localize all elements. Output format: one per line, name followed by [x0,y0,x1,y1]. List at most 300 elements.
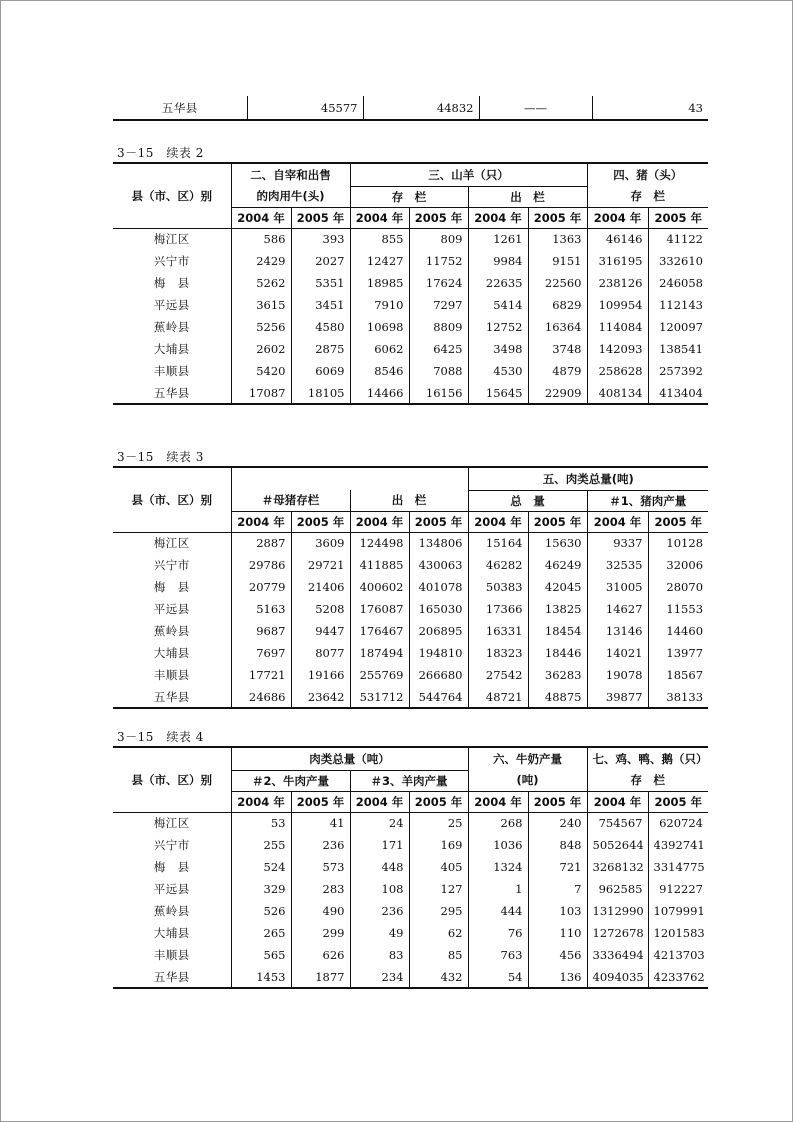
data-cell: 19078 [587,664,648,686]
county-name: 蕉岭县 [153,320,190,334]
data-cell: 3268132 [587,856,648,878]
data-cell: 4094035 [587,966,648,988]
data-cell: 103 [528,900,587,922]
data-cell: 12427 [350,250,409,272]
data-cell: 626 [291,944,350,966]
data-cell: 25 [409,812,468,834]
data-cell: 13977 [648,642,708,664]
data-cell: 5351 [291,272,350,294]
table-row [113,966,708,988]
data-cell: 7910 [350,294,409,316]
sub-header: ＃母猪存栏 [231,490,350,511]
data-cell: 13146 [587,620,648,642]
data-cell: 6069 [291,360,350,382]
data-cell: 405 [409,856,468,878]
group-header: 肉类总量（吨） [231,747,468,770]
county-name: 五华县 [153,689,190,704]
data-cell: 1036 [468,834,528,856]
data-cell: 1324 [468,856,528,878]
table-row [113,554,708,576]
data-cell: 18985 [350,272,409,294]
data-cell: 29721 [291,554,350,576]
data-cell: 2602 [231,338,291,360]
year-header: 2005 年 [409,207,468,228]
data-cell: 411885 [350,554,409,576]
data-cell: 1272678 [587,922,648,944]
stub-header [113,163,231,228]
group-header: 五、肉类总量(吨) [468,467,708,490]
data-cell: 4392741 [648,834,708,856]
data-cell: 15630 [528,532,587,554]
group-header: 三、山羊（只） [350,163,587,186]
data-cell: 14627 [587,598,648,620]
table-row [113,834,708,856]
data-cell: 573 [291,856,350,878]
year-header: 2005 年 [291,791,350,812]
data-cell: 32006 [648,554,708,576]
data-cell: 5163 [231,598,291,620]
data-cell: 29786 [231,554,291,576]
county-name: 平远县 [153,602,190,616]
year-header: 2005 年 [528,207,587,228]
year-header: 2004 年 [587,207,648,228]
data-cell: 23642 [291,686,350,708]
sub-header: 总 量 [468,490,587,511]
year-header: 2005 年 [528,511,587,532]
data-cell: 18446 [528,642,587,664]
county-name: 蕉岭县 [153,904,190,918]
data-cell: 171 [350,834,409,856]
sub-header: 出 栏 [468,186,587,207]
data-cell: 7297 [409,294,468,316]
data-cell: 48875 [528,686,587,708]
data-cell: 127 [409,878,468,900]
data-cell: 18454 [528,620,587,642]
data-cell: 2027 [291,250,350,272]
data-cell: 124498 [350,532,409,554]
data-cell: 13825 [528,598,587,620]
sub-header: 存 栏 [587,186,708,207]
data-cell: 206895 [409,620,468,642]
group-header-empty [231,467,468,490]
data-cell: 7 [528,878,587,900]
data-cell: 32535 [587,554,648,576]
data-cell: 9447 [291,620,350,642]
data-cell: 430063 [409,554,468,576]
data-cell: 1261 [468,228,528,250]
data-table-3 [113,466,708,709]
group-header: 七、鸡、鸭、鹅（只） [587,747,708,770]
data-cell: 7697 [231,642,291,664]
table-body [113,812,708,988]
data-cell: 763 [468,944,528,966]
data-cell: 9984 [468,250,528,272]
data-cell: 22635 [468,272,528,294]
year-header: 2004 年 [231,511,291,532]
table-row [113,812,708,834]
data-cell: 257392 [648,360,708,382]
year-header: 2005 年 [291,207,350,228]
data-cell: 544764 [409,686,468,708]
table-caption: 3－15 续表 3 [117,450,204,464]
data-cell: 76 [468,922,528,944]
data-cell: 114084 [587,316,648,338]
table-row [113,856,708,878]
data-cell: 3609 [291,532,350,554]
data-cell: 187494 [350,642,409,664]
data-cell: 393 [291,228,350,250]
data-cell: 17624 [409,272,468,294]
data-cell: 16364 [528,316,587,338]
stub-header-label: 县（市、区）别 [131,188,212,203]
data-cell: 48721 [468,686,528,708]
data-cell: 18567 [648,664,708,686]
data-cell: 27542 [468,664,528,686]
data-cell: 4879 [528,360,587,382]
data-cell: 62 [409,922,468,944]
table-row [113,598,708,620]
data-cell: 1201583 [648,922,708,944]
data-cell: 14466 [350,382,409,404]
data-cell: 15645 [468,382,528,404]
data-cell: 21406 [291,576,350,598]
year-header: 2004 年 [468,791,528,812]
top-continuation-table [113,96,708,121]
data-cell: 11553 [648,598,708,620]
data-cell: 9151 [528,250,587,272]
data-cell: —— [479,96,592,120]
data-cell: 855 [350,228,409,250]
data-cell: 39877 [587,686,648,708]
table-row [113,228,708,250]
table-row [113,532,708,554]
data-cell: 316195 [587,250,648,272]
table-caption: 3－15 续表 4 [117,730,204,744]
data-cell: 2887 [231,532,291,554]
data-cell: 11752 [409,250,468,272]
data-cell: 176087 [350,598,409,620]
year-header: 2005 年 [528,791,587,812]
table-row [113,900,708,922]
data-cell: 266680 [409,664,468,686]
table-body [113,228,708,404]
data-cell: 17366 [468,598,528,620]
table-row [113,360,708,382]
data-cell: 50383 [468,576,528,598]
year-header: 2005 年 [648,791,708,812]
table-row [113,878,708,900]
group-header: 四、猪（头） [587,163,708,186]
data-cell: 1877 [291,966,350,988]
data-cell: 41 [291,812,350,834]
data-cell: 1079991 [648,900,708,922]
data-cell: 24686 [231,686,291,708]
data-cell: 38133 [648,686,708,708]
data-cell: 20779 [231,576,291,598]
table-row [113,686,708,708]
data-cell: 2429 [231,250,291,272]
data-cell: 6829 [528,294,587,316]
year-header: 2005 年 [409,511,468,532]
county-name: 梅 县 [153,580,190,594]
data-cell: 432 [409,966,468,988]
data-cell: 19166 [291,664,350,686]
data-cell: 46146 [587,228,648,250]
sub-header: ＃1、猪肉产量 [587,490,708,511]
sub-header: 存 栏 [350,186,468,207]
data-cell: 24 [350,812,409,834]
data-table-4 [113,746,708,989]
data-cell: 1453 [231,966,291,988]
data-cell: 112143 [648,294,708,316]
data-cell: 408134 [587,382,648,404]
data-cell: 3498 [468,338,528,360]
data-cell: 456 [528,944,587,966]
data-cell: 265 [231,922,291,944]
table-row [113,664,708,686]
data-cell: 240 [528,812,587,834]
stub-header-label: 县（市、区）别 [131,492,212,507]
table-row [113,944,708,966]
table-row [113,382,708,404]
data-cell: 16156 [409,382,468,404]
sub-header: ＃2、牛肉产量 [231,770,350,791]
data-cell: 46249 [528,554,587,576]
data-cell: 44832 [363,96,479,120]
data-cell: 531712 [350,686,409,708]
data-cell: 4580 [291,316,350,338]
data-cell: 5256 [231,316,291,338]
data-cell: 85 [409,944,468,966]
year-header: 2004 年 [468,207,528,228]
data-cell: 283 [291,878,350,900]
data-cell: 1 [468,878,528,900]
group-header: 六、牛奶产量 [468,747,587,770]
data-cell: 238126 [587,272,648,294]
year-header: 2005 年 [648,511,708,532]
data-cell: 16331 [468,620,528,642]
data-cell: 41122 [648,228,708,250]
data-cell: 912227 [648,878,708,900]
county-name: 丰顺县 [153,948,190,962]
data-cell: 754567 [587,812,648,834]
data-cell: 448 [350,856,409,878]
data-cell: 8546 [350,360,409,382]
county-name: 丰顺县 [153,668,190,682]
data-cell: 7088 [409,360,468,382]
data-cell: 413404 [648,382,708,404]
data-cell: 45577 [247,96,363,120]
data-cell: 620724 [648,812,708,834]
data-cell: 138541 [648,338,708,360]
data-cell: 5414 [468,294,528,316]
table-row [113,96,708,120]
stub-header [113,467,231,532]
table-body [113,532,708,708]
county-name: 五华县 [153,385,190,400]
data-cell: 586 [231,228,291,250]
data-cell: 4233762 [648,966,708,988]
data-cell: 490 [291,900,350,922]
sub-header: 存 栏 [587,770,708,791]
data-cell: 176467 [350,620,409,642]
data-cell: 136 [528,966,587,988]
data-cell: 31005 [587,576,648,598]
county-name: 大埔县 [153,926,190,940]
year-header: 2005 年 [409,791,468,812]
year-header: 2004 年 [231,207,291,228]
data-cell: 2875 [291,338,350,360]
table-row [113,338,708,360]
data-cell: 255 [231,834,291,856]
data-cell: 28070 [648,576,708,598]
data-cell: 14021 [587,642,648,664]
table-caption: 3－15 续表 2 [117,146,204,160]
data-cell: 401078 [409,576,468,598]
data-cell: 236 [291,834,350,856]
data-cell: 4213703 [648,944,708,966]
data-cell: 36283 [528,664,587,686]
data-cell: 109954 [587,294,648,316]
data-cell: 108 [350,878,409,900]
data-cell: 565 [231,944,291,966]
year-header: 2005 年 [291,511,350,532]
year-header: 2004 年 [350,791,409,812]
county-name: 梅 县 [153,276,190,290]
data-cell: 83 [350,944,409,966]
data-cell: 54 [468,966,528,988]
data-cell: 246058 [648,272,708,294]
county-name: 兴宁市 [153,558,190,572]
data-cell: 10698 [350,316,409,338]
data-cell: 3314775 [648,856,708,878]
table-row [113,922,708,944]
data-cell: 110 [528,922,587,944]
data-cell: 17721 [231,664,291,686]
data-cell: 1363 [528,228,587,250]
county-name: 蕉岭县 [153,624,190,638]
data-cell: 5052644 [587,834,648,856]
data-cell: 142093 [587,338,648,360]
data-cell: 332610 [648,250,708,272]
data-cell: 848 [528,834,587,856]
data-cell: 4530 [468,360,528,382]
county-name: 兴宁市 [153,838,190,852]
data-cell: 6425 [409,338,468,360]
county-name: 平远县 [153,298,190,312]
table-row [113,294,708,316]
data-cell: 8077 [291,642,350,664]
data-cell: 9337 [587,532,648,554]
data-cell: 444 [468,900,528,922]
data-cell: 18105 [291,382,350,404]
data-table-2 [113,162,708,405]
table-row [113,272,708,294]
county-name: 梅江区 [153,816,190,831]
county-name: 梅 县 [153,860,190,874]
data-cell: 46282 [468,554,528,576]
data-cell: 6062 [350,338,409,360]
county-name: 大埔县 [153,342,190,356]
data-cell: 17087 [231,382,291,404]
data-cell: 3615 [231,294,291,316]
data-cell: 10128 [648,532,708,554]
data-cell: 526 [231,900,291,922]
year-header: 2004 年 [231,791,291,812]
data-cell: 258628 [587,360,648,382]
stub-header-label: 县（市、区）别 [131,772,212,787]
data-cell: 3451 [291,294,350,316]
county-name: 大埔县 [153,646,190,660]
data-cell: 12752 [468,316,528,338]
data-cell: 5420 [231,360,291,382]
data-cell: 120097 [648,316,708,338]
year-header: 2004 年 [587,791,648,812]
county-name: 五华县 [153,969,190,984]
data-cell: 43 [592,96,708,120]
table-row [113,316,708,338]
data-cell: 22909 [528,382,587,404]
table-row [113,576,708,598]
year-header: 2005 年 [648,207,708,228]
sub-header: 出 栏 [350,490,468,511]
group-header: (吨) [468,770,587,791]
county-name: 平远县 [153,882,190,896]
data-cell: 809 [409,228,468,250]
group-header: 二、自宰和出售 [231,163,350,186]
county-name: 丰顺县 [153,364,190,378]
data-cell: 255769 [350,664,409,686]
table-row [113,620,708,642]
data-cell: 18323 [468,642,528,664]
year-header: 2004 年 [587,511,648,532]
data-cell: 721 [528,856,587,878]
data-cell: 49 [350,922,409,944]
data-cell: 1312990 [587,900,648,922]
data-cell: 962585 [587,878,648,900]
data-cell: 134806 [409,532,468,554]
county-name: 五华县 [161,100,198,115]
county-name: 梅江区 [153,536,190,551]
data-cell: 236 [350,900,409,922]
table-row [113,250,708,272]
group-header: 的肉用牛(头) [231,186,350,207]
data-cell: 194810 [409,642,468,664]
data-cell: 295 [409,900,468,922]
data-cell: 299 [291,922,350,944]
data-cell: 5208 [291,598,350,620]
data-cell: 268 [468,812,528,834]
year-header: 2004 年 [350,207,409,228]
data-cell: 234 [350,966,409,988]
year-header: 2004 年 [468,511,528,532]
data-cell: 22560 [528,272,587,294]
data-cell: 165030 [409,598,468,620]
stub-header [113,747,231,812]
data-cell: 524 [231,856,291,878]
data-cell: 9687 [231,620,291,642]
data-cell: 15164 [468,532,528,554]
year-header: 2004 年 [350,511,409,532]
sub-header: ＃3、羊肉产量 [350,770,468,791]
data-cell: 14460 [648,620,708,642]
data-cell: 3336494 [587,944,648,966]
data-cell: 329 [231,878,291,900]
data-cell: 400602 [350,576,409,598]
county-name: 梅江区 [153,232,190,247]
data-cell: 8809 [409,316,468,338]
table-row [113,642,708,664]
